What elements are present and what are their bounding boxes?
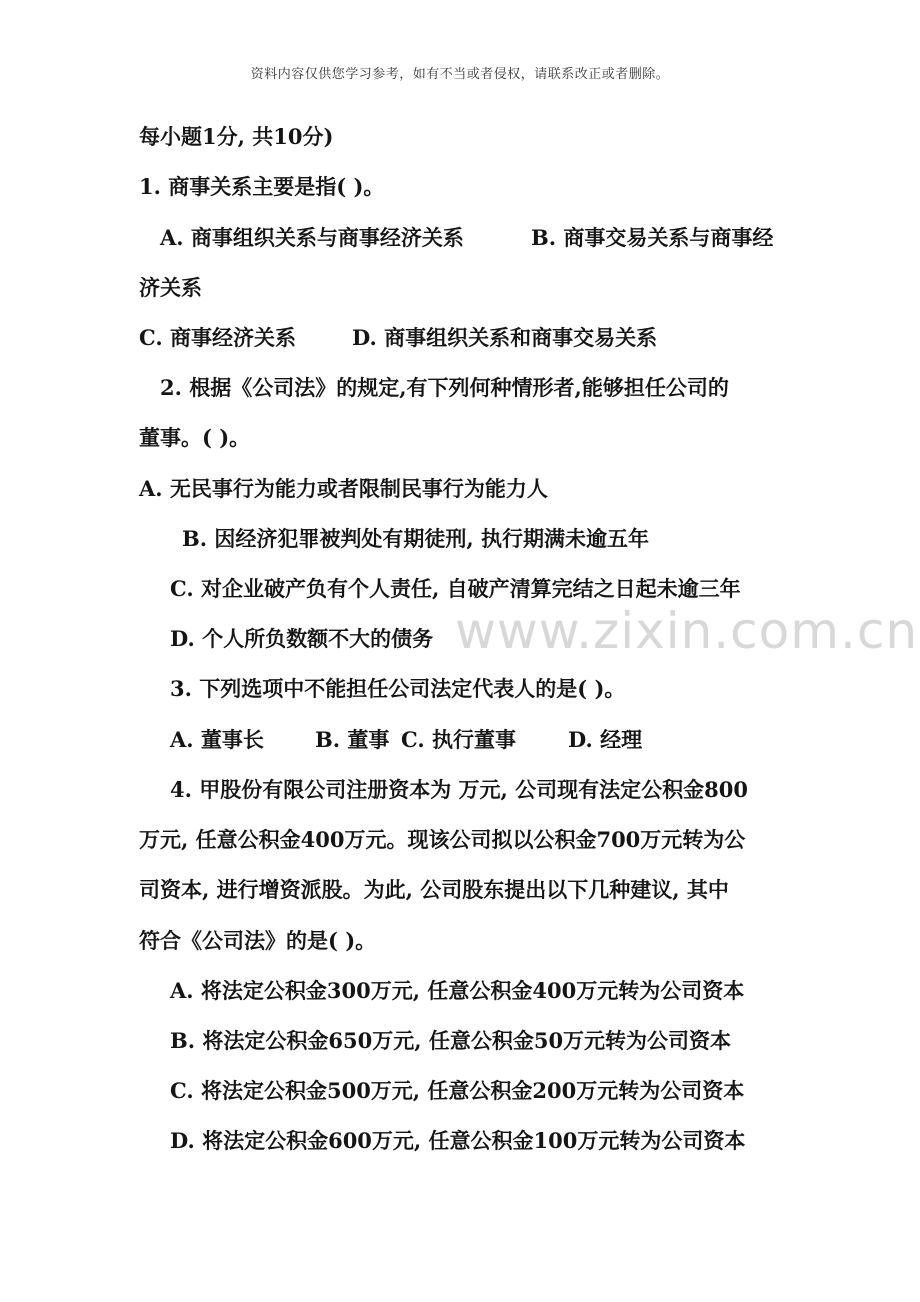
question-3-option-b: B. 董事 xyxy=(315,727,390,752)
question-4-option-b: B. 将法定公积金650万元, 任意公积金50万元转为公司资本 xyxy=(170,1028,732,1053)
watermark: www.zixin.com.cn xyxy=(455,602,919,660)
question-4-stem-cont-3: 符合《公司法》的是( )。 xyxy=(139,928,377,953)
question-4-stem: 4. 甲股份有限公司注册资本为 万元, 公司现有法定公积金800 xyxy=(170,777,749,802)
question-2-stem-cont: 董事。( )。 xyxy=(139,425,251,450)
question-2-option-a: A. 无民事行为能力或者限制民事行为能力人 xyxy=(139,476,548,501)
question-3-option-a: A. 董事长 xyxy=(170,727,264,752)
question-1-option-d: D. 商事组织关系和商事交易关系 xyxy=(352,325,658,350)
question-1-option-b-cont: 济关系 xyxy=(139,275,202,300)
question-4-option-d: D. 将法定公积金600万元, 任意公积金100万元转为公司资本 xyxy=(170,1128,746,1153)
question-3-option-c: C. 执行董事 xyxy=(401,727,516,752)
question-2-option-c: C. 对企业破产负有个人责任, 自破产清算完结之日起未逾三年 xyxy=(170,576,741,601)
question-2-option-d: D. 个人所负数额不大的债务 xyxy=(170,626,434,651)
question-1-option-a: A. 商事组织关系与商事经济关系 xyxy=(160,225,464,250)
question-1-option-b: B. 商事交易关系与商事经 xyxy=(531,225,774,250)
question-4-stem-cont-1: 万元, 任意公积金400万元。现该公司拟以公积金700万元转为公 xyxy=(139,827,746,852)
question-2-option-b: B. 因经济犯罪被判处有期徒刑, 执行期满未逾五年 xyxy=(182,526,649,551)
question-3-option-d: D. 经理 xyxy=(568,727,643,752)
question-1-option-c: C. 商事经济关系 xyxy=(139,325,296,350)
question-2-stem: 2. 根据《公司法》的规定,有下列何种情形者,能够担任公司的 xyxy=(160,375,729,400)
question-4-option-a: A. 将法定公积金300万元, 任意公积金400万元转为公司资本 xyxy=(170,978,745,1003)
header-disclaimer: 资料内容仅供您学习参考，如有不当或者侵权，请联系改正或者删除。 xyxy=(250,67,670,82)
question-1-stem: 1. 商事关系主要是指( )。 xyxy=(139,174,385,199)
question-3-stem: 3. 下列选项中不能担任公司法定代表人的是( )。 xyxy=(170,676,626,701)
section-note: 每小题1分, 共10分) xyxy=(139,124,334,149)
question-4-option-c: C. 将法定公积金500万元, 任意公积金200万元转为公司资本 xyxy=(170,1078,745,1103)
question-4-stem-cont-2: 司资本, 进行增资派股。为此, 公司股东提出以下几种建议, 其中 xyxy=(139,877,729,902)
